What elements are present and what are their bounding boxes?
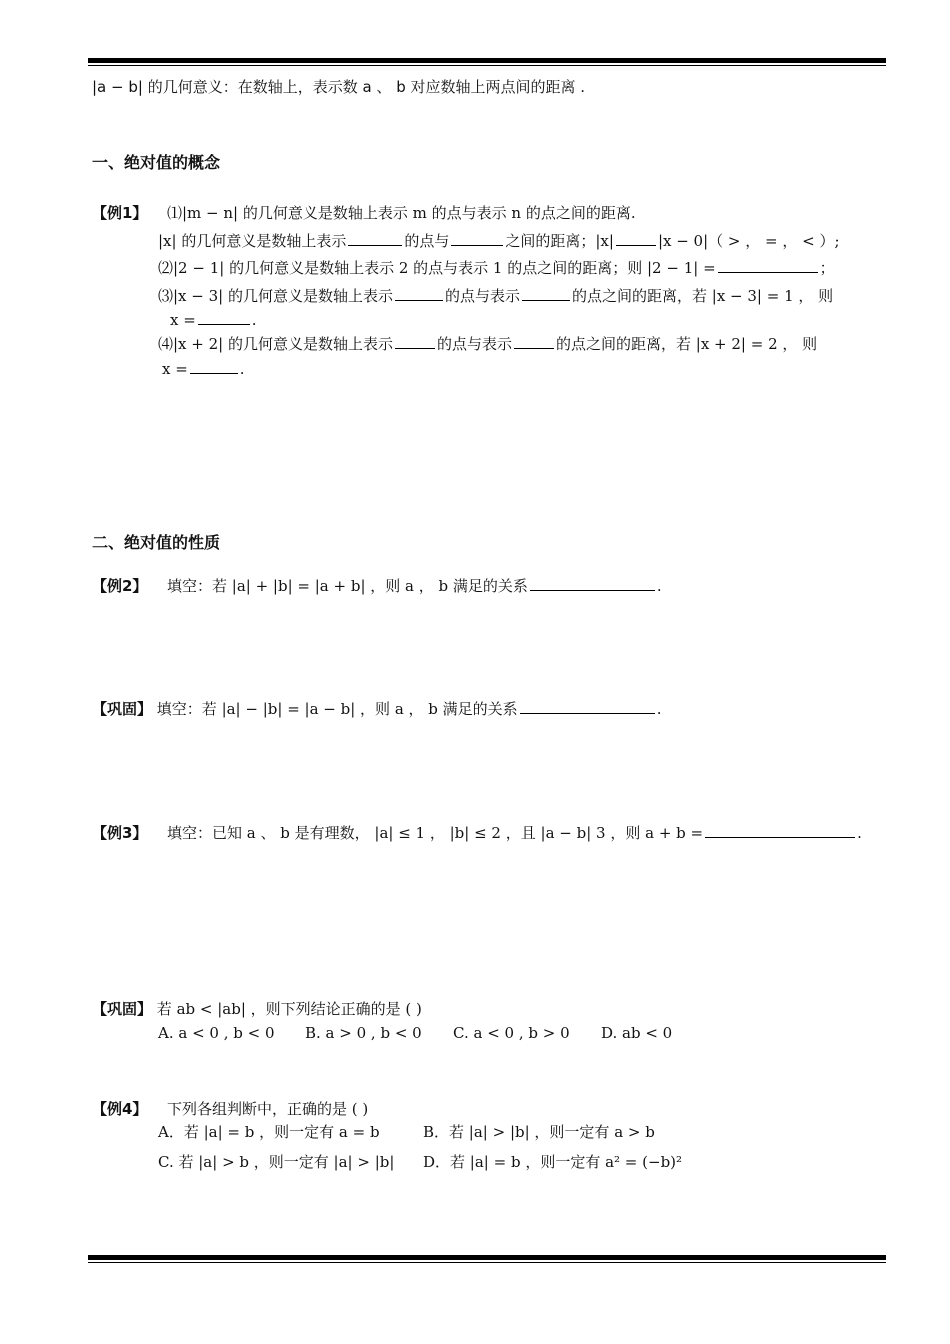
option-d[interactable]: D．若 |a| = b ，则一定有 a² = (−b)² [423, 1153, 683, 1171]
option-c[interactable]: C. a < 0 , b > 0 [453, 1024, 570, 1042]
ex4-options-row2 [158, 1151, 682, 1172]
option-a[interactable]: A. a < 0 , b < 0 [158, 1024, 275, 1042]
bottom-rule [88, 1255, 886, 1263]
ex4-options-row1 [158, 1121, 655, 1142]
answer-blank[interactable] [520, 712, 655, 714]
answer-blank[interactable] [451, 244, 503, 246]
answer-blank[interactable] [718, 271, 818, 273]
answer-blank[interactable] [530, 589, 655, 591]
option-b[interactable]: B. a > 0 , b < 0 [305, 1024, 422, 1042]
ex1-line4: ⑶|x − 3| 的几何意义是数轴上表示 的点与表示 的点之间的距离，若 |x − 3| = 1 ， 则 [158, 287, 834, 305]
answer-blank[interactable] [705, 836, 855, 838]
ex2-line: 【例2】 填空：若 |a| + |b| = |a + b| ，则 a ， b 满足的关系 . [92, 577, 662, 595]
section1-title: 一、绝对值的概念 [92, 153, 221, 172]
ex1-line6: ⑷|x + 2| 的几何意义是数轴上表示 的点与表示 的点之间的距离，若 |x + 2| = 2 ， 则 [158, 335, 818, 353]
answer-blank[interactable] [395, 347, 435, 349]
option-a[interactable]: A．若 |a| = b ，则一定有 a = b [158, 1123, 380, 1141]
ex1-tag: 【例1】 [92, 204, 148, 222]
ex1-line2: |x| 的几何意义是数轴上表示 的点与 之间的距离；|x| |x − 0|（ > ， = ， < ）; [158, 232, 840, 250]
answer-blank[interactable] [190, 372, 238, 374]
option-d[interactable]: D. ab < 0 [601, 1024, 673, 1042]
intro-text: |a − b| 的几何意义：在数轴上，表示数 a 、 b 对应数轴上两点间的距离 . [92, 78, 586, 96]
gg2-options [158, 1024, 672, 1042]
ex1-line3: ⑵|2 − 1| 的几何意义是数轴上表示 2 的点与表示 1 的点之间的距离；则 |2 − 1| = ； [158, 259, 835, 277]
answer-blank[interactable] [522, 299, 570, 301]
option-b[interactable]: B．若 |a| > |b| ，则一定有 a > b [423, 1123, 655, 1141]
ex4-line: 【例4】 下列各组判断中，正确的是 ( ) [92, 1100, 369, 1118]
ex1-line1 [92, 202, 636, 223]
ex3-line: 【例3】 填空：已知 a 、 b 是有理数， |a| ≤ 1 ， |b| ≤ 2 ，且 |a − b| 3 ，则 a + b = . [92, 824, 862, 842]
ex1-line1-text: ⑴|m − n| 的几何意义是数轴上表示 m 的点与表示 n 的点之间的距离. [167, 204, 636, 222]
gg1-tag: 【巩固】 [92, 700, 153, 718]
top-rule [88, 58, 886, 66]
intro-line [92, 76, 585, 97]
gg2-line: 【巩固】 若 ab < |ab| ，则下列结论正确的是 ( ) [92, 1000, 422, 1018]
section2-title: 二、绝对值的性质 [92, 533, 221, 552]
answer-blank[interactable] [198, 323, 250, 325]
ex4-tag: 【例4】 [92, 1100, 148, 1118]
answer-blank[interactable] [514, 347, 554, 349]
ex1-line7: x = . [162, 360, 245, 378]
ex2-tag: 【例2】 [92, 577, 148, 595]
answer-blank[interactable] [395, 299, 443, 301]
gg1-line: 【巩固】 填空：若 |a| − |b| = |a − b| ，则 a ， b 满足的关系 . [92, 700, 662, 718]
answer-blank[interactable] [348, 244, 402, 246]
answer-blank[interactable] [616, 244, 656, 246]
ex3-tag: 【例3】 [92, 824, 148, 842]
gg2-tag: 【巩固】 [92, 1000, 153, 1018]
option-c[interactable]: C. 若 |a| > b ，则一定有 |a| > |b| [158, 1153, 395, 1171]
ex1-line5: x = . [170, 311, 257, 329]
